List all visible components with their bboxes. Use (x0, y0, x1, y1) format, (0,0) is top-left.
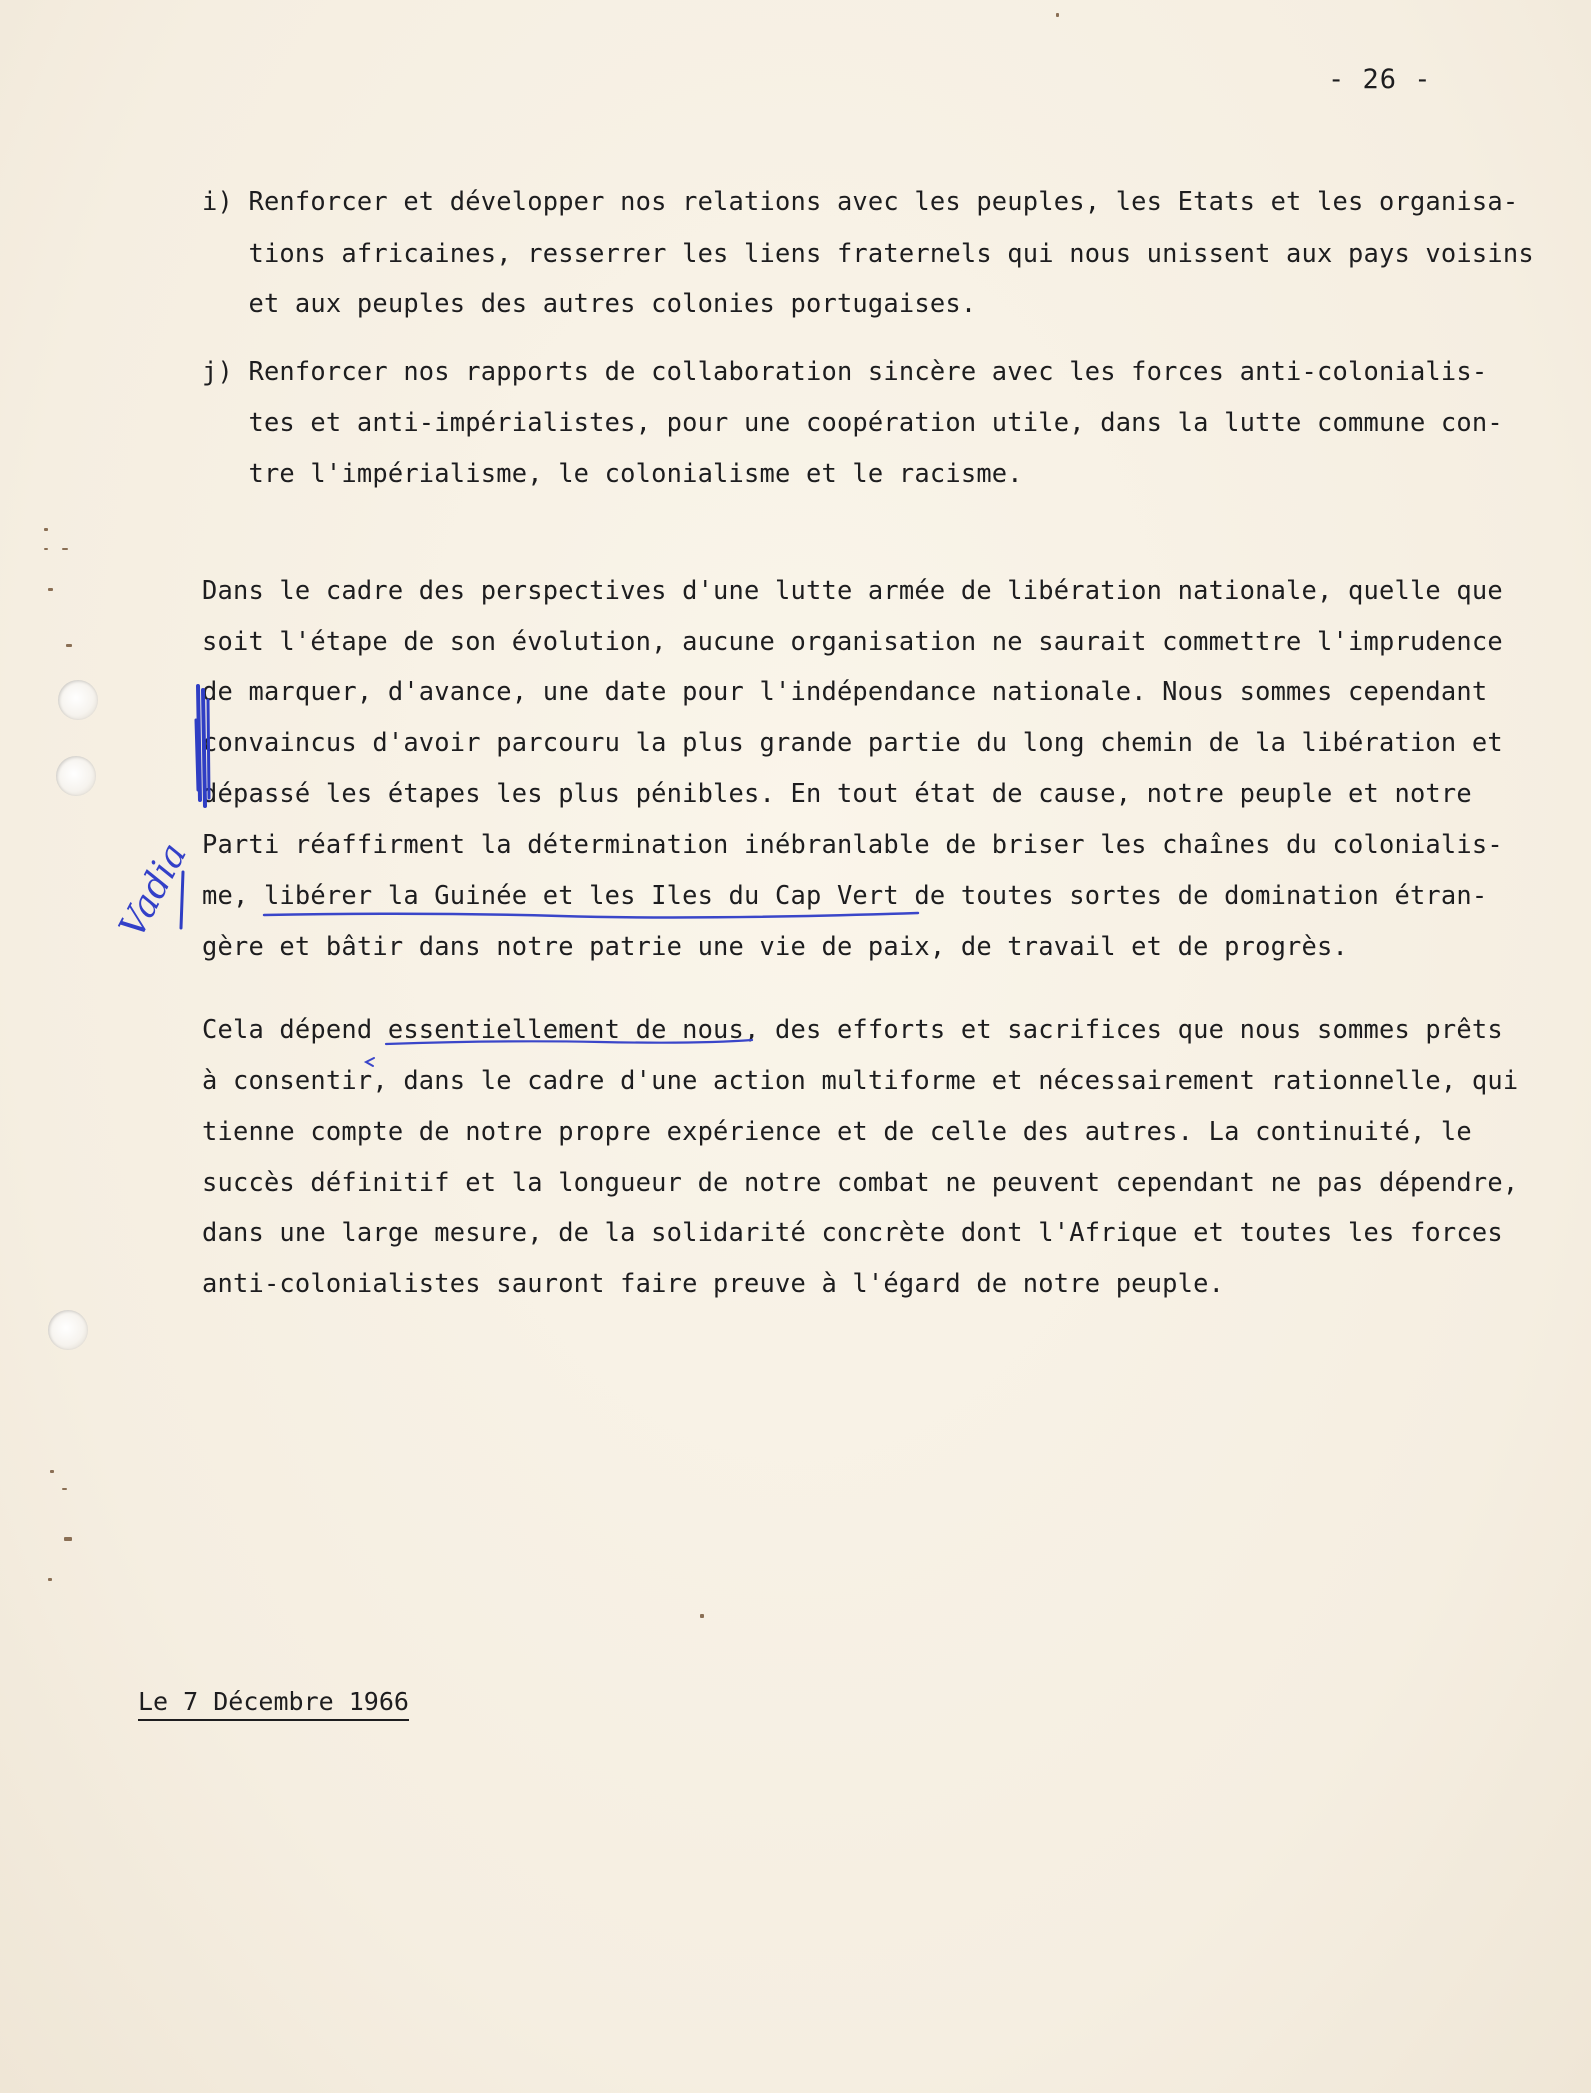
document-date: Le 7 Décembre 1966 (138, 1686, 409, 1721)
margin-speck (62, 548, 68, 550)
item-i-line-1: i) Renforcer et développer nos relations avec les peuples, les Etats et les organisa- (202, 186, 1519, 216)
margin-speck (48, 1578, 52, 1581)
paragraph-1-line-7: me, libérer la Guinée et les Iles du Cap Vert de toutes sortes de domination étran- (202, 880, 1488, 910)
paragraph-1-line-8: gère et bâtir dans notre patrie une vie de paix, de travail et de progrès. (202, 931, 1348, 961)
paragraph-1-line-5: dépassé les étapes les plus pénibles. En tout état de cause, notre peuple et notre (202, 778, 1472, 808)
paragraph-1-line-6: Parti réaffirment la détermination inébranlable de briser les chaînes du colonialis- (202, 829, 1503, 859)
punch-hole (58, 680, 98, 720)
margin-speck (64, 1537, 72, 1541)
item-j-line-1: j) Renforcer nos rapports de collaboration sincère avec les forces anti-colonialis- (202, 356, 1488, 386)
handwritten-note: Vadia (111, 836, 195, 945)
underline-mark (264, 913, 918, 917)
margin-speck (1056, 13, 1059, 17)
paragraph-1-line-2: soit l'étape de son évolution, aucune organisation ne saurait commettre l'imprudence (202, 626, 1503, 656)
item-i-line-2: tions africaines, resserrer les liens fraternels qui nous unissent aux pays voisins (202, 238, 1534, 268)
punch-hole (48, 1310, 88, 1350)
margin-speck (44, 548, 48, 550)
paragraph-1-line-4: convaincus d'avoir parcouru la plus grande partie du long chemin de la libération et (202, 727, 1503, 757)
paragraph-2-line-6: anti-colonialistes sauront faire preuve à l'égard de notre peuple. (202, 1268, 1225, 1298)
paragraph-1-line-3: de marquer, d'avance, une date pour l'indépendance nationale. Nous sommes cependant (202, 676, 1488, 706)
paragraph-2-line-4: succès définitif et la longueur de notre combat ne peuvent cependant ne pas dépendre, (202, 1167, 1519, 1197)
paragraph-2-line-1: Cela dépend essentiellement de nous, des efforts et sacrifices que nous sommes prêts (202, 1014, 1503, 1044)
punch-hole (56, 756, 96, 796)
item-i-line-3: et aux peuples des autres colonies portugaises. (202, 288, 977, 318)
paragraph-1-line-1: Dans le cadre des perspectives d'une lutte armée de libération nationale, quelle que (202, 575, 1503, 605)
paragraph-2-line-3: tienne compte de notre propre expérience et de celle des autres. La continuité, le (202, 1116, 1472, 1146)
page-number: - 26 - (1328, 64, 1432, 95)
paragraph-2-line-5: dans une large mesure, de la solidarité concrète dont l'Afrique et toutes les forces (202, 1217, 1503, 1247)
margin-speck (48, 588, 53, 591)
margin-speck (44, 528, 48, 531)
item-j-line-2: tes et anti-impérialistes, pour une coopération utile, dans la lutte commune con- (202, 407, 1503, 437)
margin-speck (700, 1614, 704, 1618)
margin-speck (50, 1470, 54, 1473)
item-j-line-3: tre l'impérialisme, le colonialisme et le racisme. (202, 458, 1023, 488)
paragraph-2-line-2: à consentir, dans le cadre d'une action multiforme et nécessairement rationnelle, qui (202, 1065, 1519, 1095)
margin-speck (66, 644, 72, 647)
margin-speck (62, 1488, 67, 1490)
